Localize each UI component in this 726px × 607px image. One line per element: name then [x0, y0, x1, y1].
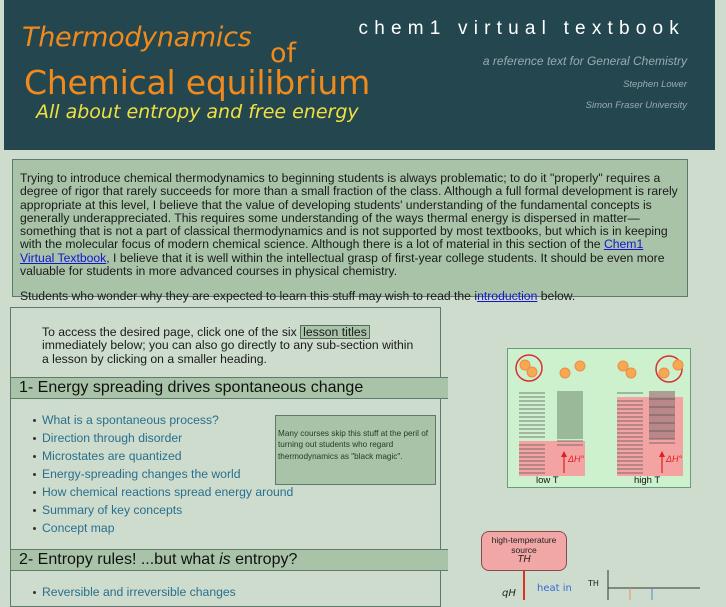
- lesson-2-title-end: entropy?: [230, 551, 298, 568]
- source-line2: source: [511, 545, 537, 555]
- heat-in-label: heat in: [537, 583, 572, 594]
- lesson-2-title[interactable]: [11, 549, 448, 571]
- list-item[interactable]: Reversible and irreversible changes: [11, 583, 236, 601]
- delta-h-label-low: ΔH°: [568, 454, 585, 464]
- institution-name: Simon Fraser University: [585, 100, 687, 111]
- sidebar-note: Many courses skip this stuff at the peril of turning out students who regard thermodynamics as "black magic".: [275, 415, 436, 485]
- list-item[interactable]: Direction through disorder: [11, 429, 293, 447]
- intro2-text: Students who wonder why they are expected to learn this stuff may wish to read the i: [20, 289, 478, 304]
- list-item[interactable]: Microstates are quantized: [11, 447, 293, 465]
- page-title-line1: Thermodynamics: [22, 22, 252, 53]
- intro-panel: [12, 159, 688, 304]
- energy-levels-diagram: [507, 348, 691, 488]
- brand-title: chem1 virtual textbook: [358, 18, 685, 39]
- brand-tagline: a reference text for General Chemistry: [482, 54, 687, 68]
- lesson-1-sublist: [11, 411, 293, 537]
- low-t-label: low T: [536, 475, 559, 486]
- list-item[interactable]: Summary of key concepts: [11, 501, 293, 519]
- source-temp: TH: [517, 554, 531, 565]
- list-item[interactable]: Concept map: [11, 519, 293, 537]
- lesson-1-title[interactable]: 1- Energy spreading drives spontaneous change: [11, 377, 448, 399]
- intro-paragraph-2: [20, 290, 680, 303]
- howto-before: To access the desired page, click one of the six: [42, 325, 301, 339]
- source-line1: high-temperature: [491, 535, 557, 545]
- intro2-text-end: below.: [537, 289, 576, 304]
- qh-label: qH: [502, 588, 516, 599]
- list-item[interactable]: Energy-spreading changes the world: [11, 465, 293, 483]
- list-item[interactable]: What is a spontaneous process?: [11, 411, 293, 429]
- lesson-2-title-text: 2- Entropy rules! ...but what: [19, 551, 220, 568]
- page-subtitle: All about entropy and free energy: [36, 101, 359, 123]
- heat-source-box: [481, 531, 567, 571]
- chem1-textbook-link[interactable]: Chem1 Virtual Textbook: [20, 237, 644, 265]
- lesson-titles-label: lesson titles: [300, 325, 370, 339]
- delta-h-label-high: ΔH°: [666, 454, 683, 464]
- th-axis-label: TH: [588, 579, 599, 588]
- lesson-2-title-em: is: [219, 551, 231, 568]
- lesson-2-sublist: [11, 583, 236, 601]
- howto-after: immediately below; you can also go directly to any sub-section within a lesson by clicking on a smaller heading.: [42, 338, 414, 366]
- energy-levels-illustration: [508, 349, 690, 487]
- author-name: Stephen Lower: [623, 79, 687, 90]
- heat-engine-diagram: [490, 570, 726, 600]
- page-title-of: of: [270, 38, 297, 69]
- intro-paragraph: [20, 172, 680, 278]
- site-header: [4, 0, 715, 150]
- howto-text: [42, 325, 422, 366]
- intro-text-end: , I believe that it is well within the intellectual grasp of first-year college students. It should be even more valuable for students in more advanced courses in physical chemistry.: [20, 250, 665, 279]
- high-t-label: high T: [634, 475, 661, 486]
- introduction-link[interactable]: ntroduction: [477, 289, 538, 304]
- page-title-line2: Chemical equilibrium: [24, 63, 371, 102]
- intro-text: Trying to introduce chemical thermodynamics to beginning students is always problematic; to do it "properly" requires a degree of rigor that rarely succeeds for more than a small fraction of the class. Although a full formal development is rarely appropriate at this level, I believe that the value of developing students' understanding of the fundamental concepts is generally underappreciated. This requires some understanding of the ways thermal energy is dispersed in matter— something that is not a part of classical thermodynamics and is not supported by most textbooks, but which is in keeping with the molecular focus of modern chemical science. Although there is a lot of material in this section of the: [20, 171, 678, 252]
- list-item[interactable]: How chemical reactions spread energy around: [11, 483, 293, 501]
